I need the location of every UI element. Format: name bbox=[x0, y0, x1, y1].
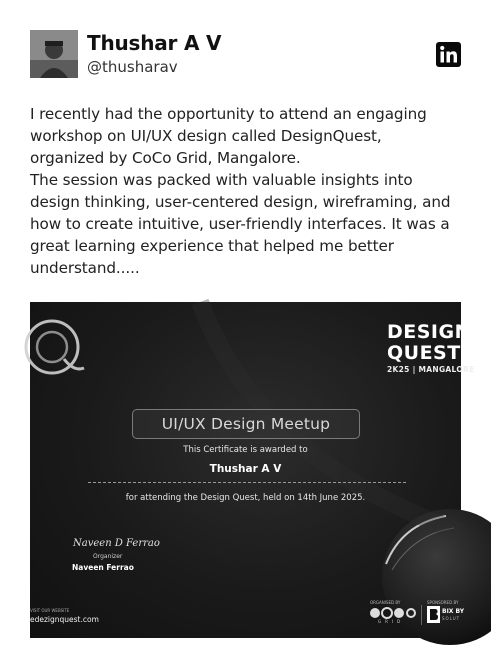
organised-label: ORGANISED BY bbox=[370, 600, 401, 605]
post-line: understand..... bbox=[30, 259, 140, 277]
author-handle[interactable]: @thusharav bbox=[87, 58, 178, 76]
visit-label: VISIT OUR WEBSITE bbox=[30, 608, 70, 613]
bixby-logo-icon bbox=[427, 606, 440, 623]
recipient-name: Thushar A V bbox=[209, 463, 282, 475]
event-title: UI/UX Design Meetup bbox=[132, 409, 360, 439]
brand-subtitle: 2K25 | MANGALORE bbox=[387, 365, 475, 374]
website-url: edezignquest.com bbox=[30, 615, 99, 624]
divider bbox=[88, 482, 406, 483]
brand-line: DESIGN bbox=[387, 321, 472, 343]
coco-grid-logo-icon bbox=[369, 607, 415, 619]
divider bbox=[421, 605, 422, 625]
certificate-image[interactable] bbox=[30, 302, 475, 638]
attendance-text: for attending the Design Quest, held on 14th June 2025. bbox=[125, 493, 366, 503]
post-line: The session was packed with valuable insights into bbox=[30, 171, 413, 189]
organiser-logo-text: GRID bbox=[378, 619, 405, 624]
awarded-text: This Certificate is awarded to bbox=[183, 445, 308, 455]
sponsored-label: SPONSORED BY bbox=[427, 600, 459, 605]
post-line: workshop on UI/UX design called DesignQuest, bbox=[30, 127, 382, 145]
author-name[interactable]: Thushar A V bbox=[87, 31, 222, 55]
avatar-photo bbox=[30, 30, 78, 78]
sponsor-name: BIX BY bbox=[442, 608, 465, 615]
signature: Naveen D Ferrao bbox=[73, 538, 160, 549]
post-line: organized by CoCo Grid, Mangalore. bbox=[30, 149, 301, 167]
avatar[interactable] bbox=[30, 30, 78, 78]
brand-logo bbox=[387, 322, 471, 364]
organizer-role: Organizer bbox=[93, 553, 123, 560]
organizer-name: Naveen Ferrao bbox=[72, 563, 134, 572]
linkedin-icon[interactable] bbox=[436, 42, 461, 67]
post-line: great learning experience that helped me better bbox=[30, 237, 394, 255]
post-line: design thinking, user-centered design, wireframing, and bbox=[30, 193, 451, 211]
post-text bbox=[30, 103, 470, 279]
post-line: how to create intuitive, user-friendly interfaces. It was a bbox=[30, 215, 450, 233]
post-line: I recently had the opportunity to attend an engaging bbox=[30, 105, 427, 123]
quest-logo-icon bbox=[26, 321, 84, 373]
brand-line: QUEST bbox=[387, 342, 461, 364]
sponsor-subtitle: SOLUT bbox=[442, 616, 461, 621]
